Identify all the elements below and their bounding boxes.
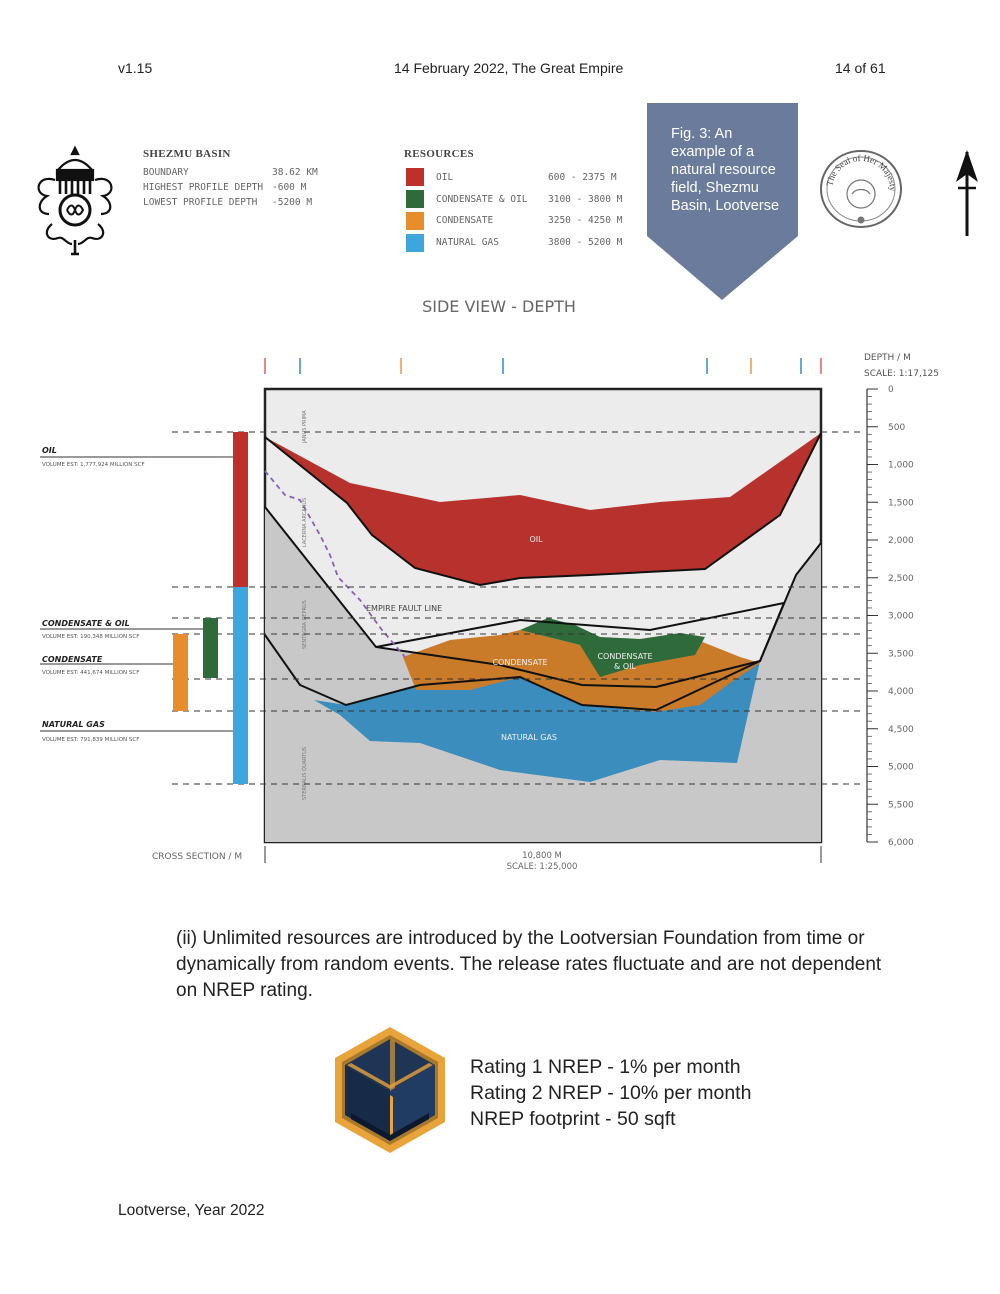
side-view-diagram — [0, 285, 1000, 885]
depth-tick-label: 2,500 — [888, 573, 914, 584]
basin-boundary-value: 38.62 KM — [272, 167, 318, 178]
basin-lowest-value: -5200 M — [272, 197, 313, 208]
depth-tick-label: 6,000 — [888, 838, 914, 848]
depth-tick-label: 4,500 — [888, 724, 914, 735]
side-bar-oil — [233, 432, 248, 587]
zone-label-condensate: CONDENSATE — [492, 658, 548, 667]
legend-range-oil: 600 - 2375 M — [548, 172, 617, 183]
crest-logo-icon — [30, 140, 120, 260]
legend-name-natural-gas: NATURAL GAS — [436, 237, 499, 248]
legend-swatch-oil — [406, 168, 424, 186]
legend-range-condensate-oil: 3100 - 3800 M — [548, 194, 623, 205]
cross-section-label: CROSS SECTION / M — [152, 852, 243, 862]
side-volume-oil: VOLUME EST: 1,777,924 MILLION SCF — [42, 462, 145, 468]
side-bar-condensate-oil — [203, 618, 218, 678]
resources-title: RESOURCES — [404, 148, 474, 160]
body-paragraph: (ii) Unlimited resources are introduced by the Lootversian Foundation from time or dynamically from random events. The release rates fluctuate and are not dependent on NREP rating. — [176, 928, 882, 1001]
side-label-condensate: CONDENSATE — [42, 655, 103, 664]
nrep-cube-icon — [333, 1025, 447, 1155]
legend-swatch-natural-gas — [406, 234, 424, 252]
side-volume-condensate-oil: VOLUME EST: 190,348 MILLION SCF — [42, 634, 140, 640]
side-volume-condensate: VOLUME EST: 441,674 MILLION SCF — [42, 670, 140, 676]
side-label-natural-gas: NATURAL GAS — [42, 720, 105, 729]
north-arrow-icon — [952, 148, 982, 240]
seal-text: The Seal of Her Majesty — [824, 152, 899, 192]
stratum-label-3: SENTEGRA DEPRUS — [302, 600, 308, 649]
basin-title: SHEZMU BASIN — [143, 148, 231, 160]
diagram-title: SIDE VIEW - DEPTH — [422, 297, 576, 316]
legend-name-oil: OIL — [436, 172, 454, 183]
legend-range-natural-gas: 3800 - 5200 M — [548, 237, 623, 248]
legend-range-condensate: 3250 - 4250 M — [548, 215, 623, 226]
side-label-condensate-oil: CONDENSATE & OIL — [42, 619, 130, 628]
depth-tick-label: 1,500 — [888, 498, 914, 509]
stratum-label-1: JANUS PRIMA — [302, 410, 308, 443]
depth-tick-label: 3,000 — [888, 611, 914, 622]
depth-tick-label: 2,000 — [888, 536, 914, 546]
stratum-label-4: STERNALIS QUARTUS — [302, 746, 308, 800]
depth-tick-label: 1,000 — [888, 460, 914, 471]
basin-highest-label: HIGHEST PROFILE DEPTH — [143, 182, 264, 193]
depth-scale: SCALE: 1:17,125 — [864, 369, 939, 379]
zone-label-condensate-oil-line1: CONDENSATE — [597, 652, 653, 661]
legend-swatch-condensate — [406, 212, 424, 230]
basin-lowest-label: LOWEST PROFILE DEPTH — [143, 197, 258, 208]
legend-name-condensate: CONDENSATE — [436, 215, 494, 226]
depth-tick-label: 3,500 — [888, 649, 914, 660]
fault-line-label: EMPIRE FAULT LINE — [366, 604, 443, 613]
depth-scale-ticks — [867, 385, 914, 848]
depth-tick-label: 500 — [888, 422, 906, 433]
legend-name-condensate-oil: CONDENSATE & OIL — [436, 194, 528, 205]
basin-highest-value: -600 M — [272, 182, 307, 193]
side-volume-natural-gas: VOLUME EST: 791,839 MILLION SCF — [42, 737, 140, 743]
depth-tick-label: 5,500 — [888, 800, 914, 811]
legend-swatch-condensate-oil — [406, 190, 424, 208]
depth-label: DEPTH / M — [864, 353, 911, 363]
side-bar-condensate — [173, 634, 188, 711]
side-bar-natural-gas — [233, 587, 248, 784]
figure-caption: Fig. 3: An example of a natural resource field, Shezmu Basin, Lootverse — [671, 126, 780, 214]
depth-tick-label: 0 — [888, 385, 894, 395]
basin-boundary-label: BOUNDARY — [143, 167, 189, 178]
zone-label-condensate-oil-line2: & OIL — [614, 662, 636, 671]
stratum-label-2: LACERNA ARCANUS — [302, 497, 308, 547]
date-place-label: 14 February 2022, The Great Empire — [394, 60, 624, 76]
surface-markers — [265, 358, 821, 374]
width-scale: SCALE: 1:25,000 — [506, 862, 578, 872]
rating-2-text: Rating 2 NREP - 10% per month — [470, 1082, 752, 1104]
page-number: 14 of 61 — [835, 60, 886, 76]
side-label-oil: OIL — [42, 446, 57, 455]
width-label: 10,800 M — [522, 851, 562, 861]
nrep-footprint-text: NREP footprint - 50 sqft — [470, 1108, 676, 1130]
rating-1-text: Rating 1 NREP - 1% per month — [470, 1056, 741, 1078]
depth-tick-label: 4,000 — [888, 687, 914, 697]
seal-icon — [818, 148, 904, 230]
depth-tick-label: 5,000 — [888, 762, 914, 773]
version-label: v1.15 — [118, 60, 153, 76]
zone-label-oil: OIL — [529, 535, 543, 544]
zone-label-natural-gas: NATURAL GAS — [500, 733, 558, 742]
footer-text: Lootverse, Year 2022 — [118, 1202, 265, 1219]
